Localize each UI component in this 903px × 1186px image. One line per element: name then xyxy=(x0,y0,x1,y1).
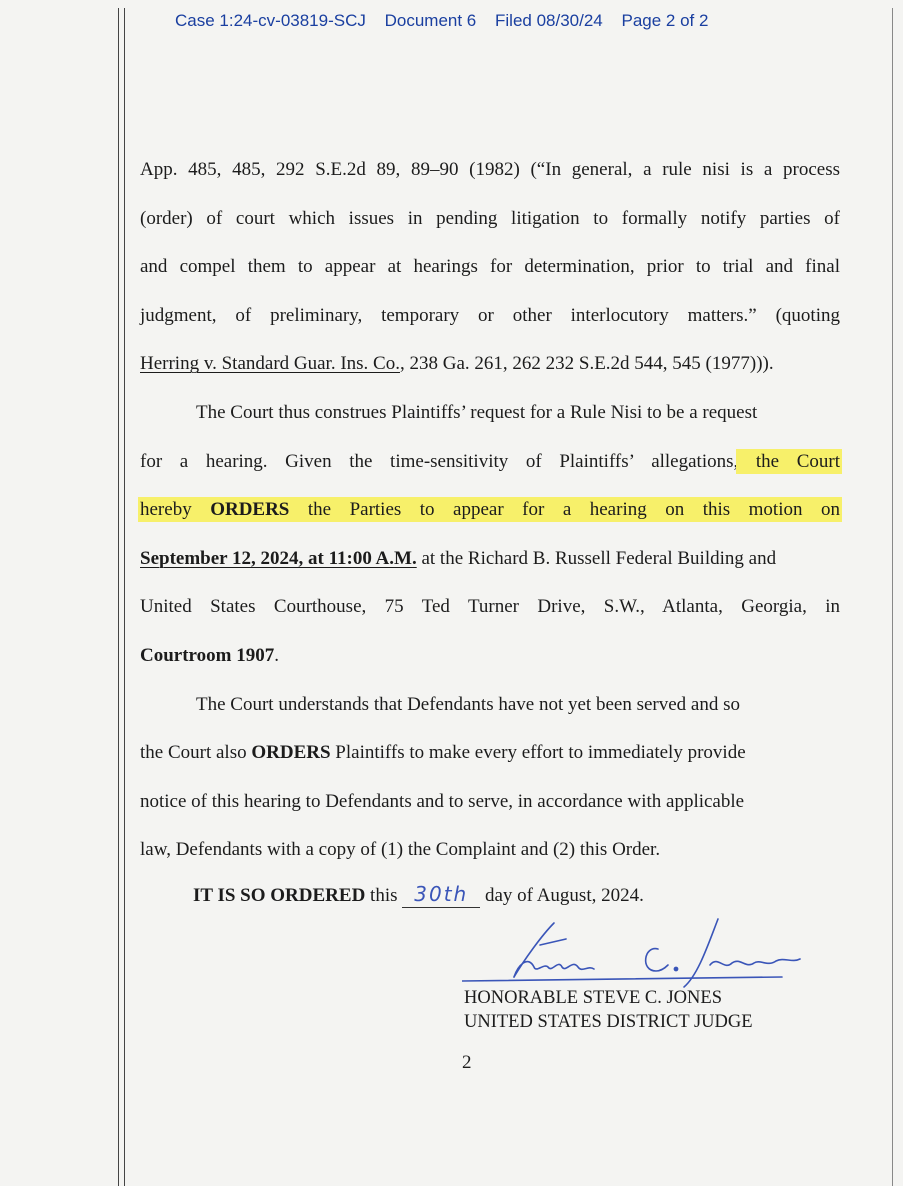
text-line: notice of this hearing to Defendants and to serve, in accordance with applicable xyxy=(140,790,745,812)
text-line xyxy=(140,340,840,389)
courtroom: Courtroom 1907 xyxy=(140,644,275,666)
highlighted-text: the Court xyxy=(738,450,840,472)
page-number: 2 xyxy=(462,1052,472,1073)
text-line xyxy=(140,438,840,487)
order-body xyxy=(140,146,840,875)
handwritten-day: 30th xyxy=(414,882,469,906)
text-span: the Parties to appear for a hearing on this motion on xyxy=(289,499,840,521)
text-span: at the Richard B. Russell Federal Building and xyxy=(416,547,777,569)
document-number: Document 6 xyxy=(384,11,477,30)
text-line: The Court thus construes Plaintiffs’ request for a Rule Nisi to be a request xyxy=(196,401,758,423)
text-line: The Court understands that Defendants have not yet been served and so xyxy=(196,693,740,715)
text-span: for a hearing. Given the time-sensitivity of Plaintiffs’ allegations, xyxy=(140,450,739,472)
text-span: . xyxy=(274,644,279,666)
text-line: law, Defendants with a copy of (1) the Complaint and (2) this Order. xyxy=(140,839,661,861)
text-line xyxy=(140,729,840,778)
so-ordered-bold: IT IS SO ORDERED xyxy=(193,885,366,906)
so-ordered-line xyxy=(193,883,644,908)
day-blank xyxy=(402,883,480,908)
margin-rule-left-inner xyxy=(124,8,125,1186)
page-indicator: Page 2 of 2 xyxy=(621,11,709,30)
filing-header xyxy=(175,11,722,31)
filed-date: Filed 08/30/24 xyxy=(495,11,603,30)
text-line: judgment, of preliminary, temporary or other interlocutory matters.” (quoting xyxy=(140,304,840,326)
text-span: day of August, 2024. xyxy=(480,885,644,906)
judge-block xyxy=(464,986,753,1034)
text-line: App. 485, 485, 292 S.E.2d 89, 89–90 (1982) (“In general, a rule nisi is a process xyxy=(140,159,840,180)
text-line xyxy=(140,486,840,535)
text-span: the Court also xyxy=(140,742,252,764)
orders-bold: ORDERS xyxy=(210,499,290,521)
margin-rule-left-outer xyxy=(118,8,119,1186)
text-span: Plaintiffs to make every effort to immediately provide xyxy=(330,742,746,764)
judge-signature xyxy=(462,915,812,990)
text-line: United States Courthouse, 75 Ted Turner Drive, S.W., Atlanta, Georgia, in xyxy=(140,596,840,618)
case-number: Case 1:24-cv-03819-SCJ xyxy=(175,11,366,30)
highlighted-text xyxy=(140,499,840,520)
text-line: (order) of court which issues in pending litigation to formally notify parties of xyxy=(140,207,840,229)
margin-rule-right xyxy=(892,8,893,1186)
text-span: this xyxy=(365,885,403,906)
text-line xyxy=(140,535,840,584)
text-line xyxy=(140,632,840,681)
judge-name: HONORABLE STEVE C. JONES xyxy=(464,988,722,1008)
text-line: and compel them to appear at hearings for determination, prior to trial and final xyxy=(140,256,840,278)
text-span: hereby xyxy=(140,499,211,521)
citation-rest: , 238 Ga. 261, 262 232 S.E.2d 544, 545 (1977))). xyxy=(399,353,774,375)
case-citation: Herring v. Standard Guar. Ins. Co. xyxy=(140,353,400,375)
orders-bold: ORDERS xyxy=(251,742,331,764)
judge-title: UNITED STATES DISTRICT JUDGE xyxy=(464,1012,753,1032)
hearing-date: September 12, 2024, at 11:00 A.M. xyxy=(140,547,417,569)
